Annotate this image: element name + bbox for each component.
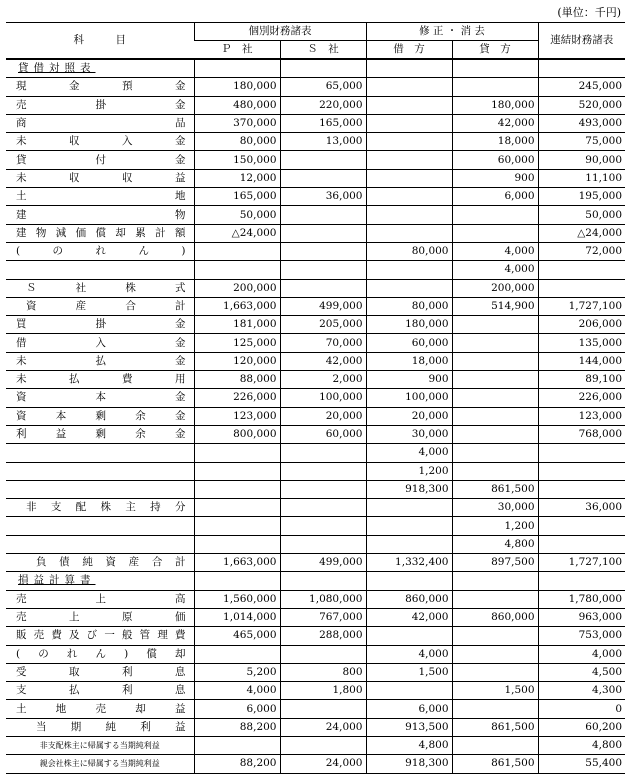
cell-credit: 861,500 (452, 718, 538, 736)
cell-credit (452, 59, 538, 78)
cell-debit (366, 261, 452, 279)
account-name: 非支配株主持分 (6, 499, 194, 517)
cell-s-company: 70,000 (280, 334, 366, 352)
cell-s-company: 36,000 (280, 188, 366, 206)
account-name: (のれん)償却 (6, 645, 194, 663)
account-name: 売上原価 (6, 608, 194, 626)
table-row (6, 334, 625, 352)
cell-s-company (280, 224, 366, 242)
cell-p-company: 120,000 (194, 352, 280, 370)
cell-consolidated: 206,000 (538, 316, 625, 334)
cell-p-company: 125,000 (194, 334, 280, 352)
table-row (6, 407, 625, 425)
cell-p-company: 12,000 (194, 169, 280, 187)
cell-credit (452, 389, 538, 407)
cell-p-company: 88,200 (194, 755, 280, 773)
table-row (6, 279, 625, 297)
cell-debit: 1,500 (366, 663, 452, 681)
account-name: 資産合計 (6, 297, 194, 315)
account-name: 貸付金 (6, 151, 194, 169)
account-name: 販売費及び一般管理費 (6, 627, 194, 645)
cell-consolidated: 50,000 (538, 206, 625, 224)
cell-s-company (280, 206, 366, 224)
section-row (6, 572, 625, 590)
cell-s-company: 100,000 (280, 389, 366, 407)
cell-s-company: 1,080,000 (280, 590, 366, 608)
cell-credit: 861,500 (452, 755, 538, 773)
cell-consolidated: 4,300 (538, 682, 625, 700)
cell-p-company (194, 242, 280, 260)
cell-s-company (280, 151, 366, 169)
cell-p-company: 123,000 (194, 407, 280, 425)
account-name (6, 517, 194, 535)
cell-credit (452, 462, 538, 480)
cell-credit: 4,000 (452, 261, 538, 279)
cell-credit (452, 224, 538, 242)
cell-debit (366, 188, 452, 206)
cell-consolidated: 89,100 (538, 371, 625, 389)
account-name: 負債純資産合計 (6, 554, 194, 572)
account-name: Ｓ社株式 (6, 279, 194, 297)
cell-consolidated: △24,000 (538, 224, 625, 242)
cell-debit: 100,000 (366, 389, 452, 407)
cell-debit: 900 (366, 371, 452, 389)
account-name: 建物減価償却累計額 (6, 224, 194, 242)
cell-credit (452, 334, 538, 352)
cell-consolidated (538, 279, 625, 297)
cell-debit: 80,000 (366, 297, 452, 315)
cell-credit (452, 78, 538, 96)
cell-consolidated (538, 480, 625, 498)
cell-debit: 180,000 (366, 316, 452, 334)
cell-p-company (194, 261, 280, 279)
cell-credit: 897,500 (452, 554, 538, 572)
cell-credit: 18,000 (452, 133, 538, 151)
cell-debit (366, 206, 452, 224)
cell-credit: 42,000 (452, 114, 538, 132)
cell-p-company: 4,000 (194, 682, 280, 700)
cell-debit: 60,000 (366, 334, 452, 352)
table-row (6, 499, 625, 517)
cell-credit: 860,000 (452, 608, 538, 626)
cell-p-company: 480,000 (194, 96, 280, 114)
table-row (6, 590, 625, 608)
cell-p-company (194, 59, 280, 78)
cell-debit (366, 572, 452, 590)
table-row (6, 151, 625, 169)
cell-debit: 4,800 (366, 736, 452, 754)
cell-p-company: 1,560,000 (194, 590, 280, 608)
cell-s-company: 220,000 (280, 96, 366, 114)
account-name: 受取利息 (6, 663, 194, 681)
cell-consolidated: 72,000 (538, 242, 625, 260)
cell-consolidated: 36,000 (538, 499, 625, 517)
account-name (6, 462, 194, 480)
cell-consolidated: 135,000 (538, 334, 625, 352)
cell-consolidated: 4,000 (538, 645, 625, 663)
cell-p-company: 226,000 (194, 389, 280, 407)
table-row (6, 114, 625, 132)
cell-consolidated: 11,100 (538, 169, 625, 187)
cell-p-company: 200,000 (194, 279, 280, 297)
cell-p-company: 465,000 (194, 627, 280, 645)
cell-consolidated (538, 462, 625, 480)
cell-consolidated: 1,780,000 (538, 590, 625, 608)
cell-p-company: 800,000 (194, 425, 280, 443)
cell-credit (452, 663, 538, 681)
cell-consolidated: 1,727,100 (538, 297, 625, 315)
cell-debit (366, 224, 452, 242)
cell-credit: 200,000 (452, 279, 538, 297)
cell-consolidated: 4,800 (538, 736, 625, 754)
cell-debit: 18,000 (366, 352, 452, 370)
account-name: 利益剰余金 (6, 425, 194, 443)
cell-s-company (280, 462, 366, 480)
table-row (6, 663, 625, 681)
cell-debit (366, 59, 452, 78)
table-row (6, 462, 625, 480)
table-row (6, 736, 625, 754)
cell-credit (452, 572, 538, 590)
cell-credit: 4,800 (452, 535, 538, 553)
cell-s-company (280, 480, 366, 498)
cell-debit (366, 114, 452, 132)
cell-consolidated: 195,000 (538, 188, 625, 206)
cell-p-company (194, 499, 280, 517)
cell-consolidated: 90,000 (538, 151, 625, 169)
cell-s-company: 65,000 (280, 78, 366, 96)
table-row (6, 169, 625, 187)
cell-credit (452, 407, 538, 425)
cell-credit: 861,500 (452, 480, 538, 498)
cell-s-company (280, 572, 366, 590)
cell-s-company: 800 (280, 663, 366, 681)
table-row (6, 297, 625, 315)
cell-p-company: 1,663,000 (194, 554, 280, 572)
cell-credit: 60,000 (452, 151, 538, 169)
account-name: 資本金 (6, 389, 194, 407)
header-account: 科 目 (6, 23, 194, 60)
cell-s-company (280, 700, 366, 718)
cell-p-company: 6,000 (194, 700, 280, 718)
cell-p-company (194, 462, 280, 480)
cell-debit: 30,000 (366, 425, 452, 443)
account-name: 買掛金 (6, 316, 194, 334)
cell-p-company (194, 444, 280, 462)
cell-credit: 6,000 (452, 188, 538, 206)
table-row (6, 517, 625, 535)
header-debit: 借 方 (366, 41, 452, 60)
cell-s-company: 60,000 (280, 425, 366, 443)
cell-consolidated: 123,000 (538, 407, 625, 425)
account-name: 現金預金 (6, 78, 194, 96)
account-name: 資本剰余金 (6, 407, 194, 425)
cell-credit: 180,000 (452, 96, 538, 114)
section-title: 貸借対照表 (6, 59, 194, 78)
table-row (6, 535, 625, 553)
table-row (6, 96, 625, 114)
cell-credit (452, 316, 538, 334)
cell-p-company (194, 736, 280, 754)
cell-consolidated: 55,400 (538, 755, 625, 773)
cell-p-company: 50,000 (194, 206, 280, 224)
cell-consolidated (538, 535, 625, 553)
header-adjustment: 修 正 ・ 消 去 (366, 23, 538, 41)
account-name: 建物 (6, 206, 194, 224)
account-name (6, 261, 194, 279)
cell-s-company (280, 279, 366, 297)
cell-debit (366, 682, 452, 700)
cell-debit (366, 279, 452, 297)
cell-s-company (280, 517, 366, 535)
table-row (6, 755, 625, 773)
cell-credit: 1,500 (452, 682, 538, 700)
table-row (6, 224, 625, 242)
cell-consolidated (538, 444, 625, 462)
cell-p-company: 5,200 (194, 663, 280, 681)
unit-label: (単位：千円) (557, 6, 621, 19)
cell-consolidated: 963,000 (538, 608, 625, 626)
cell-consolidated: 768,000 (538, 425, 625, 443)
header-consolidated: 連結財務諸表 (538, 23, 625, 60)
table-row (6, 425, 625, 443)
cell-consolidated (538, 572, 625, 590)
table-row (6, 682, 625, 700)
cell-credit: 4,000 (452, 242, 538, 260)
cell-p-company: 88,000 (194, 371, 280, 389)
cell-debit: 1,200 (366, 462, 452, 480)
cell-debit: 918,300 (366, 755, 452, 773)
cell-consolidated: 144,000 (538, 352, 625, 370)
table-row (6, 261, 625, 279)
cell-debit (366, 133, 452, 151)
cell-consolidated (538, 59, 625, 78)
cell-p-company: 165,000 (194, 188, 280, 206)
cell-credit (452, 645, 538, 663)
cell-debit (366, 535, 452, 553)
cell-debit: 1,332,400 (366, 554, 452, 572)
cell-s-company (280, 535, 366, 553)
account-name: 未払金 (6, 352, 194, 370)
section-row (6, 59, 625, 78)
account-name (6, 535, 194, 553)
cell-p-company: 1,014,000 (194, 608, 280, 626)
section-title: 損益計算書 (6, 572, 194, 590)
cell-p-company: 150,000 (194, 151, 280, 169)
cell-debit (366, 169, 452, 187)
cell-s-company: 24,000 (280, 718, 366, 736)
cell-credit (452, 371, 538, 389)
account-name: 未払費用 (6, 371, 194, 389)
cell-p-company (194, 572, 280, 590)
account-name: 親会社株主に帰属する当期純利益 (6, 755, 194, 773)
cell-s-company: 2,000 (280, 371, 366, 389)
cell-s-company (280, 242, 366, 260)
cell-s-company: 288,000 (280, 627, 366, 645)
table-row (6, 133, 625, 151)
cell-consolidated: 0 (538, 700, 625, 718)
cell-debit: 913,500 (366, 718, 452, 736)
account-name: 当期純利益 (6, 718, 194, 736)
account-name: 支払利息 (6, 682, 194, 700)
table-row (6, 480, 625, 498)
cell-s-company: 24,000 (280, 755, 366, 773)
cell-p-company: 88,200 (194, 718, 280, 736)
account-name: 未収入金 (6, 133, 194, 151)
table-row (6, 352, 625, 370)
cell-s-company: 1,800 (280, 682, 366, 700)
header-s-company: Ｓ 社 (280, 41, 366, 60)
cell-debit: 6,000 (366, 700, 452, 718)
cell-consolidated: 753,000 (538, 627, 625, 645)
worksheet-body (6, 59, 625, 773)
cell-credit (452, 627, 538, 645)
account-name: (のれん) (6, 242, 194, 260)
cell-consolidated (538, 517, 625, 535)
consolidation-worksheet (6, 22, 625, 774)
table-row (6, 389, 625, 407)
table-row (6, 554, 625, 572)
account-name: 商品 (6, 114, 194, 132)
cell-p-company: △24,000 (194, 224, 280, 242)
cell-p-company (194, 480, 280, 498)
table-row (6, 78, 625, 96)
account-name (6, 480, 194, 498)
account-name: 土地売却益 (6, 700, 194, 718)
cell-debit: 42,000 (366, 608, 452, 626)
cell-p-company (194, 535, 280, 553)
cell-debit (366, 96, 452, 114)
cell-s-company (280, 645, 366, 663)
cell-s-company: 767,000 (280, 608, 366, 626)
header-p-company: Ｐ 社 (194, 41, 280, 60)
cell-s-company: 165,000 (280, 114, 366, 132)
cell-credit (452, 590, 538, 608)
cell-p-company (194, 645, 280, 663)
cell-s-company: 205,000 (280, 316, 366, 334)
cell-consolidated (538, 261, 625, 279)
cell-debit: 4,000 (366, 444, 452, 462)
cell-s-company (280, 499, 366, 517)
cell-s-company: 20,000 (280, 407, 366, 425)
header-credit: 貸 方 (452, 41, 538, 60)
cell-debit (366, 517, 452, 535)
header-individual: 個別財務諸表 (194, 23, 366, 41)
table-row (6, 188, 625, 206)
cell-consolidated: 4,500 (538, 663, 625, 681)
cell-debit: 20,000 (366, 407, 452, 425)
cell-s-company: 499,000 (280, 554, 366, 572)
table-row (6, 242, 625, 260)
cell-s-company: 499,000 (280, 297, 366, 315)
cell-s-company: 13,000 (280, 133, 366, 151)
cell-debit (366, 151, 452, 169)
cell-debit: 918,300 (366, 480, 452, 498)
table-row (6, 645, 625, 663)
cell-p-company: 181,000 (194, 316, 280, 334)
cell-p-company: 370,000 (194, 114, 280, 132)
cell-credit (452, 206, 538, 224)
cell-s-company (280, 736, 366, 754)
table-row (6, 316, 625, 334)
account-name: 売上高 (6, 590, 194, 608)
cell-credit: 514,900 (452, 297, 538, 315)
cell-consolidated: 493,000 (538, 114, 625, 132)
cell-consolidated: 60,200 (538, 718, 625, 736)
cell-debit (366, 499, 452, 517)
table-row (6, 700, 625, 718)
cell-debit: 860,000 (366, 590, 452, 608)
cell-credit (452, 444, 538, 462)
table-row (6, 627, 625, 645)
cell-credit (452, 425, 538, 443)
cell-consolidated: 520,000 (538, 96, 625, 114)
cell-s-company (280, 169, 366, 187)
table-row (6, 718, 625, 736)
cell-credit: 900 (452, 169, 538, 187)
cell-consolidated: 245,000 (538, 78, 625, 96)
table-row (6, 608, 625, 626)
cell-consolidated: 1,727,100 (538, 554, 625, 572)
cell-s-company (280, 59, 366, 78)
table-row (6, 444, 625, 462)
cell-consolidated: 75,000 (538, 133, 625, 151)
account-name: 非支配株主に帰属する当期純利益 (6, 736, 194, 754)
cell-s-company (280, 261, 366, 279)
cell-debit: 4,000 (366, 645, 452, 663)
cell-s-company: 42,000 (280, 352, 366, 370)
cell-p-company: 1,663,000 (194, 297, 280, 315)
account-name: 借入金 (6, 334, 194, 352)
cell-debit (366, 78, 452, 96)
account-name: 土地 (6, 188, 194, 206)
account-name: 売掛金 (6, 96, 194, 114)
cell-p-company (194, 517, 280, 535)
cell-consolidated: 226,000 (538, 389, 625, 407)
cell-credit: 1,200 (452, 517, 538, 535)
cell-p-company: 180,000 (194, 78, 280, 96)
cell-credit (452, 736, 538, 754)
cell-debit: 80,000 (366, 242, 452, 260)
account-name: 未収収益 (6, 169, 194, 187)
cell-s-company (280, 444, 366, 462)
table-row (6, 371, 625, 389)
account-name (6, 444, 194, 462)
table-row (6, 206, 625, 224)
cell-debit (366, 627, 452, 645)
cell-p-company: 80,000 (194, 133, 280, 151)
cell-credit (452, 352, 538, 370)
cell-credit (452, 700, 538, 718)
cell-credit: 30,000 (452, 499, 538, 517)
